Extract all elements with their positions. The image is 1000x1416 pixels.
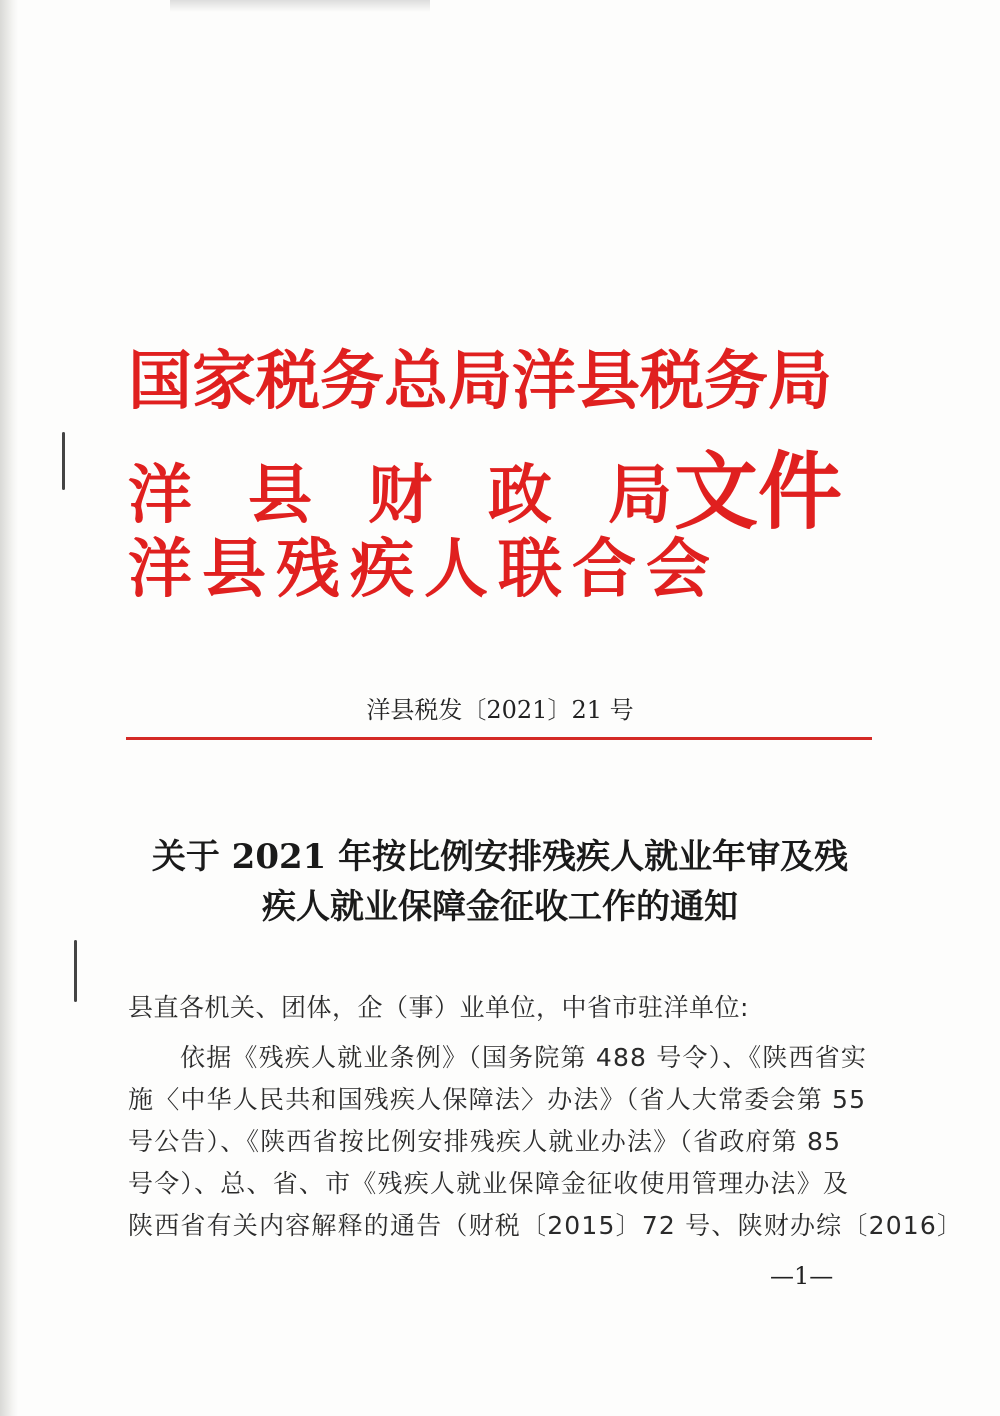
- issuer-char: 县: [248, 459, 312, 533]
- issuer-disabled-federation: [128, 518, 720, 610]
- page-number: —1—: [770, 1262, 834, 1290]
- issuer-char: 洋: [128, 533, 192, 607]
- red-separator-line: [126, 737, 872, 740]
- issuer-tax-bureau: 国家税务总局洋县税务局: [128, 345, 832, 419]
- issuer-char: 残: [276, 533, 340, 607]
- document-number: 洋县税发〔2021〕21 号: [366, 696, 634, 724]
- paragraph-line: 陕西省有关内容解释的通告（财税〔2015〕72 号、陕财办综〔2016〕: [128, 1211, 964, 1240]
- issuer-char: 财: [368, 459, 432, 533]
- issuer-char: 局: [608, 459, 672, 533]
- paragraph-line: 施〈中华人民共和国残疾人保障法〉办法》（省人大常委会第 55: [128, 1085, 867, 1114]
- issuer-char: 县: [202, 533, 266, 607]
- addressee: 县直各机关、团体，企（事）业单位，中省市驻洋单位:: [128, 993, 749, 1022]
- issuer-char: 合: [572, 533, 636, 607]
- document-title: [120, 832, 880, 932]
- paragraph-line: 依据《残疾人就业条例》（国务院第 488 号令）、《陕西省实: [180, 1043, 868, 1072]
- issuer-char: 人: [424, 533, 488, 607]
- issuer-char: 政: [488, 459, 552, 533]
- paragraph-line: 号公告）、《陕西省按比例安排残疾人就业办法》（省政府第 85: [128, 1127, 842, 1156]
- document-type-label: 文件: [674, 443, 843, 541]
- binding-mark: [62, 432, 65, 490]
- title-line: 疾人就业保障金征收工作的通知: [262, 887, 738, 927]
- issuer-char: 会: [646, 533, 710, 607]
- issuer-char: 联: [498, 533, 562, 607]
- issuer-char: 洋: [128, 459, 192, 533]
- title-line: 关于 2021 年按比例安排残疾人就业年审及残: [151, 837, 849, 877]
- scan-shadow-top: [170, 0, 430, 12]
- issuer-char: 疾: [350, 533, 414, 607]
- paragraph-line: 号令）、总、省、市《残疾人就业保障金征收使用管理办法》及: [128, 1169, 850, 1198]
- binding-mark: [74, 940, 77, 1002]
